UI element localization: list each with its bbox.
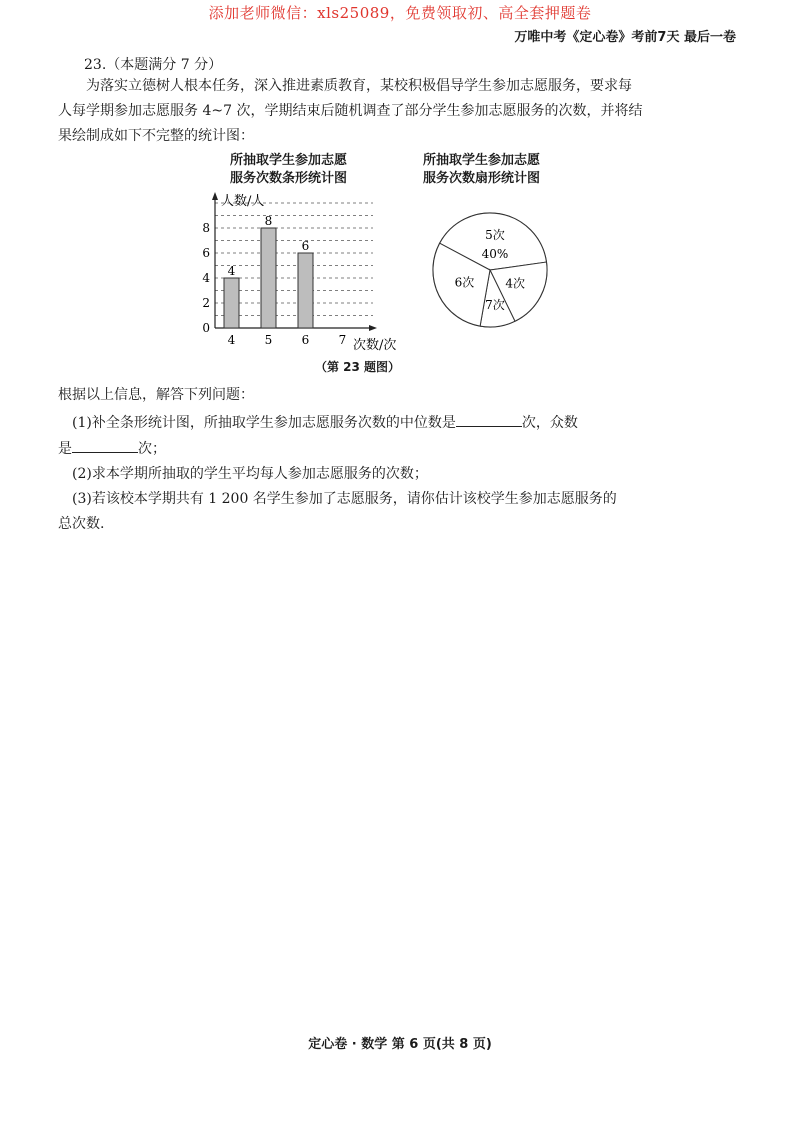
bar-data-label: 6	[301, 239, 310, 253]
pie-chart-title-line-1: 所抽取学生参加志愿	[423, 153, 541, 168]
figure-caption: （第 23 题图）	[315, 360, 401, 374]
q1-mode-blank[interactable]	[72, 436, 138, 453]
bar-chart-title-line-2: 服务次数条形统计图	[230, 171, 348, 186]
x-tick-label: 5	[264, 333, 273, 347]
intro-line-3: 果绘制成如下不完整的统计图：	[58, 128, 254, 144]
y-tick-label: 0	[202, 321, 210, 335]
q1-text-b: 次，众数	[521, 415, 578, 431]
x-tick-label: 4	[227, 333, 236, 347]
bar-data-label: 4	[227, 264, 236, 278]
question-intro	[58, 74, 714, 149]
pie-slice-label: 4次	[505, 276, 525, 291]
intro-line-2: 人每学期参加志愿服务 4~7 次，学期结束后随机调查了部分学生参加志愿服务的次数，并将结	[58, 103, 643, 119]
pie-chart	[425, 205, 555, 335]
q1-text-c: 是	[58, 441, 72, 457]
y-tick-label: 8	[202, 221, 210, 235]
pie-slice-percent: 40%	[481, 246, 509, 261]
bar-marks	[224, 214, 313, 328]
question-prompt: 根据以上信息，解答下列问题：	[58, 387, 254, 403]
q3-text-b: 总次数.	[58, 516, 105, 532]
y-axis-arrow	[212, 192, 218, 200]
y-tick-label: 2	[202, 296, 210, 310]
pie-slice-label: 5次	[485, 227, 505, 242]
pie-slice-label: 6次	[454, 275, 475, 290]
pie-chart-title-line-2: 服务次数扇形统计图	[423, 171, 541, 186]
x-axis-label: 次数/次	[353, 338, 397, 353]
y-tick-label: 4	[202, 271, 210, 285]
x-tick-label: 6	[301, 333, 310, 347]
bar	[261, 228, 276, 328]
intro-line-1: 为落实立德树人根本任务，深入推进素质教育，某校积极倡导学生参加志愿服务，要求每	[86, 78, 632, 94]
watermark-text: 添加老师微信：xls25089，免费领取初、高全套押题卷	[208, 4, 592, 22]
q1-text-a: (1)补全条形统计图，所抽取学生参加志愿服务次数的中位数是	[72, 415, 456, 431]
q2-text: (2)求本学期所抽取的学生平均每人参加志愿服务的次数；	[72, 466, 428, 482]
x-tick-label: 7	[338, 333, 347, 347]
question-parts	[58, 383, 714, 537]
page-header: 万唯中考《定心卷》考前7天 最后一卷	[514, 30, 736, 45]
y-tick-label: 6	[202, 246, 210, 260]
y-tick-labels	[202, 221, 210, 335]
page-footer: 定心卷 · 数学 第 6 页(共 8 页)	[308, 1037, 492, 1052]
question-title: 23.（本题满分 7 分）	[84, 57, 223, 73]
bar-chart-title	[230, 152, 347, 188]
bar-chart-title-line-1: 所抽取学生参加志愿	[230, 153, 348, 168]
q3-text-a: (3)若该校本学期共有 1 200 名学生参加了志愿服务，请你估计该校学生参加志愿服务的	[72, 491, 617, 507]
q1-text-d: 次；	[138, 441, 166, 457]
bar	[298, 253, 313, 328]
pie-slice-label: 7次	[485, 297, 505, 312]
q1-median-blank[interactable]	[456, 410, 522, 427]
bar-chart	[195, 188, 425, 356]
x-axis-arrow	[369, 325, 377, 331]
y-axis-label: 人数/人	[221, 194, 265, 209]
bar-data-label: 8	[264, 214, 273, 228]
bar	[224, 278, 239, 328]
pie-chart-title	[423, 152, 540, 188]
x-tick-labels	[228, 333, 347, 347]
